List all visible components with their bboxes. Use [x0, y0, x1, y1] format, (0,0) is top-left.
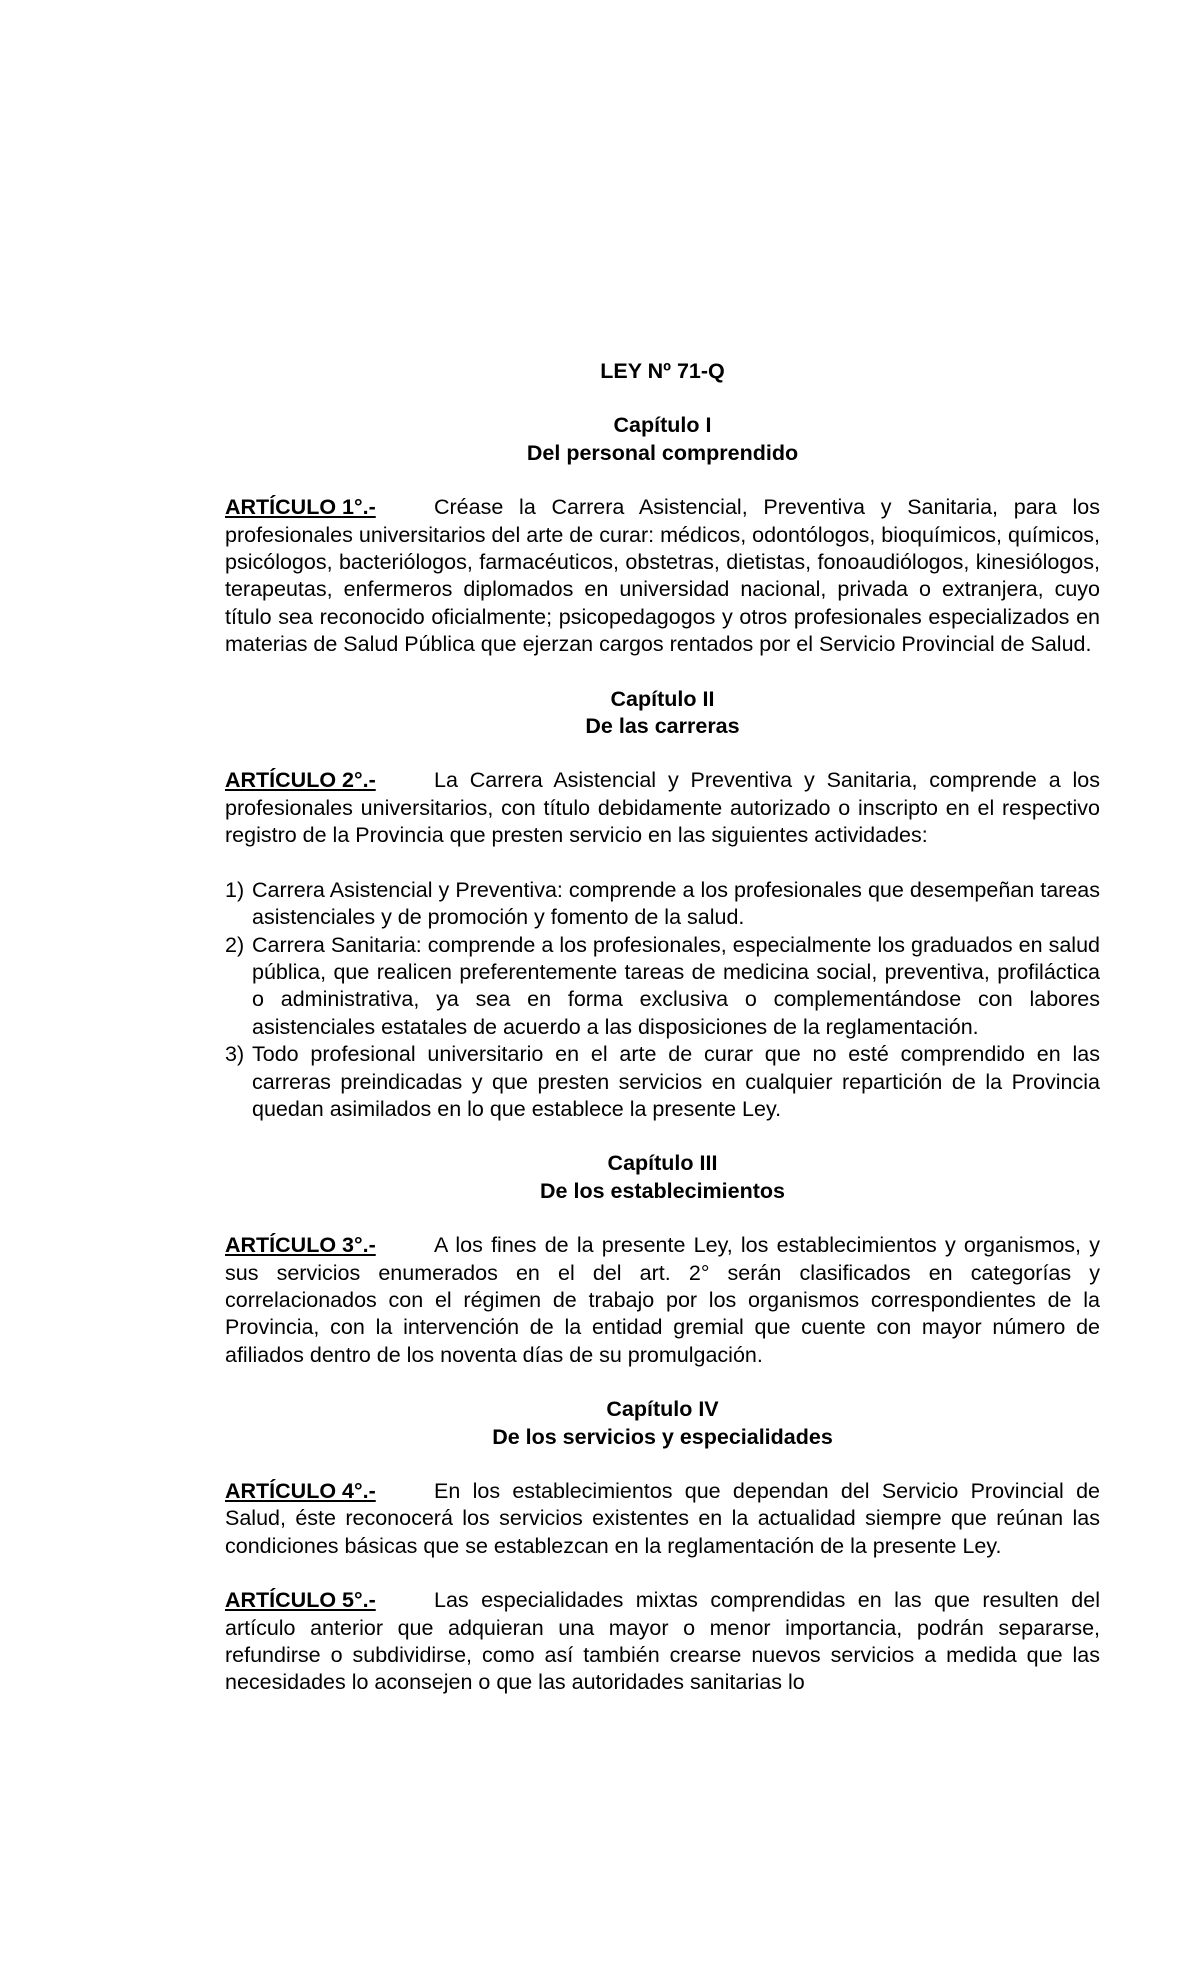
chapter-heading: [225, 1396, 1100, 1451]
article-label: ARTÍCULO 5°.-: [225, 1588, 376, 1613]
document-body: [225, 358, 1100, 1722]
law-title: LEY Nº 71-Q: [600, 359, 725, 383]
article-text: Créase la Carrera Asistencial, Preventiva y Sanitaria, para los profesionales universitarios del arte de curar: médicos, odontólogos, bioquímicos, químicos, psicólogos, bacteriólogos, farmacéuticos, obstetras, dietistas, fonoaudiólogos, kinesiólogos, terapeutas, enfermeros diplomados en universidad nacional, privada o extranjera, cuyo título sea reconocido oficialmente; psicopedagogos y otros profesionales especializados en materias de Salud Pública que ejerzan cargos rentados por el Servicio Provincial de Salud.: [225, 495, 1100, 657]
chapter-heading: [225, 686, 1100, 741]
article-item-list: [225, 877, 1100, 1124]
list-item-text: Carrera Sanitaria: comprende a los profesionales, especialmente los graduados en salud pública, que realicen preferentemente tareas de medicina social, preventiva, profiláctica o administrativa, ya sea en forma exclusiva o complementándose con labores asistenciales estatales de acuerdo a las disposiciones de la reglamentación.: [252, 932, 1100, 1039]
article-label: ARTÍCULO 1°.-: [225, 495, 376, 520]
chapter-subtitle: Del personal comprendido: [526, 440, 799, 465]
article: [225, 767, 1100, 849]
list-item: [225, 1041, 1100, 1123]
list-item-text: Todo profesional universitario en el arte de curar que no esté comprendido en las carreras preindicadas y que presten servicios en cualquier repartición de la Provincia quedan asimilados en lo que establece la presente Ley.: [252, 1042, 1100, 1121]
chapter-number: Capítulo II: [610, 686, 715, 711]
chapter-heading: [225, 1150, 1100, 1205]
article-text: A los fines de la presente Ley, los establecimientos y organismos, y sus servicios enumerados en el del art. 2° serán clasificados en categorías y correlacionados con el régimen de trabajo por los organismos correspondientes de la Provincia, con la intervención de la entidad gremial que cuente con mayor número de afiliados dentro de los noventa días de su promulgación.: [225, 1233, 1100, 1367]
article-text: La Carrera Asistencial y Preventiva y Sanitaria, comprende a los profesionales universitarios, con título debidamente autorizado o inscripto en el respectivo registro de la Provincia que presten servicio en las siguientes actividades:: [225, 768, 1100, 848]
article-label: ARTÍCULO 2°.-: [225, 768, 376, 793]
article: [225, 1232, 1100, 1369]
article: [225, 1587, 1100, 1695]
chapter-number: Capítulo I: [613, 413, 712, 438]
chapter-subtitle: De los establecimientos: [540, 1178, 785, 1203]
article: [225, 494, 1100, 658]
list-item-number: 2): [225, 932, 245, 957]
list-item-number: 3): [225, 1042, 245, 1067]
chapter-number: Capítulo III: [607, 1151, 718, 1176]
chapter-subtitle: De las carreras: [585, 714, 740, 739]
chapter-subtitle: De los servicios y especialidades: [492, 1424, 833, 1449]
article-text: En los establecimientos que dependan del Servicio Provincial de Salud, éste reconocerá los servicios existentes en la actualidad siempre que reúnan las condiciones básicas que se establezcan en la reglamentación de la presente Ley.: [225, 1479, 1100, 1558]
article-label: ARTÍCULO 3°.-: [225, 1233, 376, 1258]
chapter-heading: [225, 412, 1100, 467]
chapter-number: Capítulo IV: [606, 1397, 719, 1422]
list-item: [225, 932, 1100, 1042]
list-item-number: 1): [225, 877, 245, 902]
article: [225, 1478, 1100, 1560]
article-label: ARTÍCULO 4°.-: [225, 1479, 376, 1503]
article-text: Las especialidades mixtas comprendidas en las que resulten del artículo anterior que adquieran una mayor o menor importancia, podrán separarse, refundirse o subdividirse, como así también crearse nuevos servicios a medida que las necesidades lo aconsejen o que las autoridades sanitarias lo: [225, 1588, 1100, 1695]
list-item-text: Carrera Asistencial y Preventiva: comprende a los profesionales que desempeñan tareas asistenciales y de promoción y fomento de la salud.: [252, 877, 1100, 930]
list-item: [225, 877, 1100, 932]
